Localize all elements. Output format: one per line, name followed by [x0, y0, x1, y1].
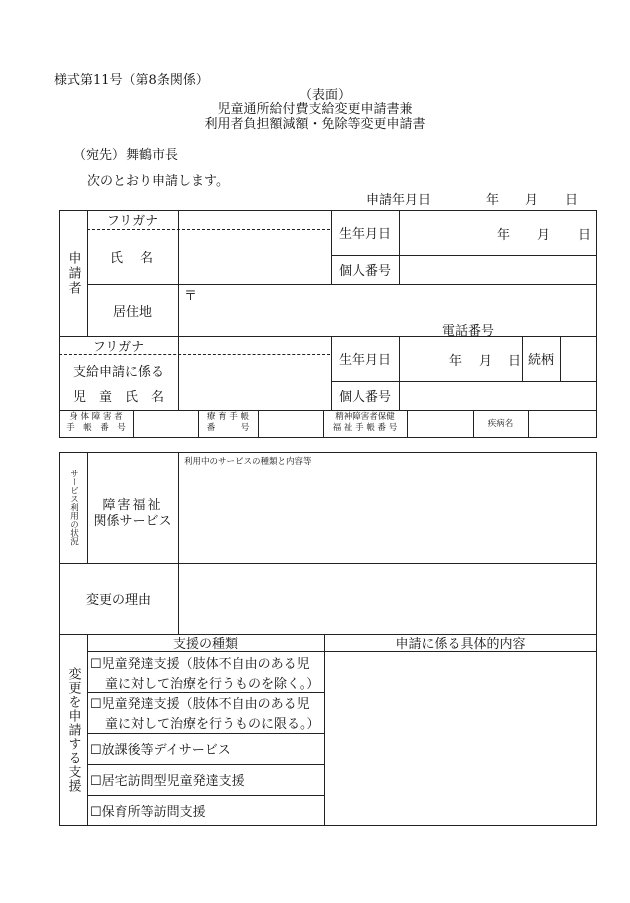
- child-name-label-line2: 児 童 氏 名: [72, 390, 164, 405]
- form-number: 様式第11号（第8条関係）: [54, 73, 209, 88]
- support-option[interactable]: ☐放課後等デイサービス: [90, 743, 231, 758]
- side-label: （表面）: [299, 88, 352, 103]
- applicant-birth-month: 月: [537, 228, 551, 243]
- applicant-name-label: 氏 名: [109, 251, 155, 266]
- child-birth-month: 月: [479, 354, 493, 369]
- applicant-birth-label: 生年月日: [338, 227, 391, 242]
- addressee: 舞鶴市長: [126, 148, 179, 163]
- postal-mark: 〒: [184, 289, 198, 304]
- addressee-label: （宛先）: [73, 148, 126, 163]
- child-birth-year: 年: [449, 354, 463, 369]
- support-option[interactable]: ☐児童発達支援（肢体不自由のある児 童に対して治療を行うものを除く。）: [90, 657, 320, 692]
- child-id-label: 個人番号: [338, 390, 391, 405]
- support-option[interactable]: ☐児童発達支援（肢体不自由のある児 童に対して治療を行うものに限る。）: [90, 697, 320, 732]
- application-date-label: 申請年月日: [366, 193, 432, 208]
- phone-label: 電話番号: [442, 324, 495, 339]
- physical-cert-label: 身 体 障 害 者 手 帳 番 号: [66, 412, 126, 433]
- title-line-1: 児童通所給付費支給変更申請書兼: [217, 102, 413, 117]
- child-furigana-label: フリガナ: [92, 339, 145, 355]
- title-line-2: 利用者負担額減額・免除等変更申請書: [204, 117, 426, 132]
- change-support-label: 変更を申請する支援: [65, 667, 81, 793]
- child-relation-label: 続柄: [527, 353, 554, 368]
- rehab-cert-label: 療 育 手 帳 番 号: [206, 412, 250, 433]
- date-month: 月: [525, 193, 539, 208]
- change-reason-label: 変更の理由: [85, 593, 151, 608]
- detail-header: 申請に係る具体的内容: [395, 637, 526, 652]
- applicant-birth-year: 年: [497, 228, 511, 243]
- applicant-address-label: 居住地: [112, 304, 152, 320]
- applicant-birth-day: 日: [578, 228, 592, 243]
- support-option[interactable]: ☐居宅訪問型児童発達支援: [90, 774, 245, 789]
- date-year: 年: [486, 193, 500, 208]
- service-status-label: サービス利用の状況: [68, 469, 79, 546]
- mental-cert-label: 精神障害者保健 福 祉 手 帳 番 号: [332, 412, 398, 433]
- applicant-group-label: 申請者: [65, 250, 81, 296]
- date-day: 日: [565, 193, 579, 208]
- disease-label: 疾病名: [487, 418, 514, 429]
- applicant-id-label: 個人番号: [338, 264, 391, 279]
- intro-text: 次のとおり申請します。: [87, 174, 229, 189]
- child-birth-label: 生年月日: [338, 353, 391, 368]
- support-type-header: 支援の種類: [172, 637, 238, 652]
- applicant-furigana-label: フリガナ: [106, 214, 159, 229]
- welfare-service-line2: 関係サービス: [93, 514, 172, 529]
- in-use-service-note: 利用中のサービスの種類と内容等: [184, 457, 312, 467]
- support-option[interactable]: ☐保育所等訪問支援: [90, 805, 206, 820]
- child-name-label-line1: 支給申請に係る: [72, 365, 164, 380]
- welfare-service-line1: 障害福祉: [102, 498, 163, 513]
- child-birth-day: 日: [508, 354, 522, 369]
